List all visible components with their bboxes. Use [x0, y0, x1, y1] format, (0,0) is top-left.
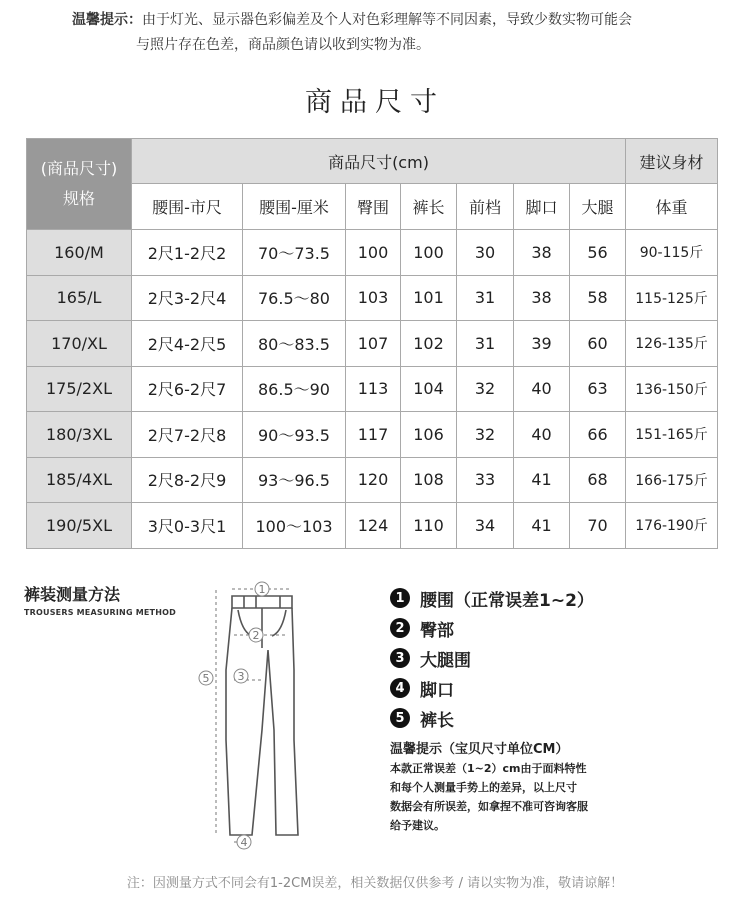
- notice-line1: 由于灯光、显示器色彩偏差及个人对色彩理解等不同因素，导致少数实物可能会: [142, 12, 632, 28]
- row-spec: 165/L: [27, 275, 132, 321]
- table-cell: 166-175斤: [626, 457, 718, 503]
- corner-header: [27, 139, 132, 230]
- table-cell: 90-115斤: [626, 230, 718, 276]
- legend-label: 腰围（正常误差1~2）: [420, 590, 594, 611]
- diagram-marker-1: 1: [258, 583, 266, 596]
- tip-line: 本款正常误差（1~2）cm由于面料特性: [390, 762, 587, 775]
- table-cell: 39: [514, 321, 570, 367]
- table-cell: 100: [346, 230, 401, 276]
- table-cell: 56: [570, 230, 626, 276]
- legend-label: 裤长: [420, 710, 454, 731]
- diagram-marker-3: 3: [237, 670, 245, 683]
- group-header: 商品尺寸(cm): [132, 139, 626, 184]
- table-cell: 126-135斤: [626, 321, 718, 367]
- table-cell: 41: [514, 457, 570, 503]
- table-cell: 30: [457, 230, 514, 276]
- table-cell: 40: [514, 366, 570, 412]
- table-cell: 106: [401, 412, 457, 458]
- table-cell: 176-190斤: [626, 503, 718, 549]
- table-cell: 70～73.5: [243, 230, 346, 276]
- row-spec: 190/5XL: [27, 503, 132, 549]
- notice-label: 温馨提示：: [72, 12, 142, 28]
- table-cell: 63: [570, 366, 626, 412]
- diagram-marker-4: 4: [240, 836, 248, 849]
- table-row: [27, 230, 718, 276]
- table-row: [27, 457, 718, 503]
- table-cell: 108: [401, 457, 457, 503]
- table-cell: 104: [401, 366, 457, 412]
- legend-item: [390, 583, 594, 613]
- number-1-icon: 1: [390, 588, 410, 608]
- table-cell: 90～93.5: [243, 412, 346, 458]
- diagram-marker-5: 5: [202, 672, 210, 685]
- table-cell: 31: [457, 321, 514, 367]
- legend-item: [390, 703, 594, 733]
- page-title: 商品尺寸: [305, 87, 445, 118]
- col-header: 腰围-厘米: [243, 184, 346, 230]
- table-cell: 2尺1-2尺2: [132, 230, 243, 276]
- table-cell: 102: [401, 321, 457, 367]
- table-cell: 115-125斤: [626, 275, 718, 321]
- table-cell: 40: [514, 412, 570, 458]
- table-cell: 38: [514, 230, 570, 276]
- table-cell: 70: [570, 503, 626, 549]
- measure-subtitle: TROUSERS MEASURING METHOD: [24, 608, 176, 617]
- table-cell: 93～96.5: [243, 457, 346, 503]
- table-cell: 86.5～90: [243, 366, 346, 412]
- table-cell: 2尺3-2尺4: [132, 275, 243, 321]
- table-cell: 2尺4-2尺5: [132, 321, 243, 367]
- footnote: 注：因测量方式不同会有1-2CM误差，相关数据仅供参考 / 请以实物为准，敬请谅解！: [126, 876, 624, 891]
- legend-label: 臀部: [420, 620, 454, 641]
- col-header: 体重: [626, 184, 718, 230]
- table-cell: 100: [401, 230, 457, 276]
- table-cell: 103: [346, 275, 401, 321]
- measure-title: 裤装测量方法: [24, 585, 121, 604]
- table-cell: 117: [346, 412, 401, 458]
- measure-legend: [390, 583, 594, 733]
- table-cell: 60: [570, 321, 626, 367]
- tip-line: 和每个人测量手势上的差异，以上尺寸: [390, 781, 577, 794]
- number-3-icon: 3: [390, 648, 410, 668]
- table-row: [27, 366, 718, 412]
- table-cell: 31: [457, 275, 514, 321]
- table-row: [27, 412, 718, 458]
- size-table: [26, 138, 718, 549]
- table-cell: 58: [570, 275, 626, 321]
- table-cell: 33: [457, 457, 514, 503]
- table-cell: 151-165斤: [626, 412, 718, 458]
- legend-label: 大腿围: [420, 650, 471, 671]
- table-cell: 32: [457, 366, 514, 412]
- col-header: 臀围: [346, 184, 401, 230]
- legend-item: [390, 643, 594, 673]
- tip-title: 温馨提示（宝贝尺寸单位CM）: [390, 742, 569, 757]
- table-cell: 124: [346, 503, 401, 549]
- number-2-icon: 2: [390, 618, 410, 638]
- col-header: 前档: [457, 184, 514, 230]
- table-cell: 110: [401, 503, 457, 549]
- col-header: 腰围-市尺: [132, 184, 243, 230]
- table-cell: 2尺6-2尺7: [132, 366, 243, 412]
- table-cell: 66: [570, 412, 626, 458]
- number-5-icon: 5: [390, 708, 410, 728]
- table-cell: 120: [346, 457, 401, 503]
- row-spec: 180/3XL: [27, 412, 132, 458]
- corner-bottom: 规格: [62, 189, 95, 208]
- table-cell: 2尺8-2尺9: [132, 457, 243, 503]
- legend-item: [390, 673, 594, 703]
- table-cell: 41: [514, 503, 570, 549]
- table-row: [27, 503, 718, 549]
- col-header: 脚口: [514, 184, 570, 230]
- diagram-marker-2: 2: [252, 629, 260, 642]
- table-cell: 113: [346, 366, 401, 412]
- tip-line: 数据会有所误差，如拿捏不准可咨询客服: [390, 800, 588, 813]
- row-spec: 170/XL: [27, 321, 132, 367]
- table-cell: 3尺0-3尺1: [132, 503, 243, 549]
- corner-top: (商品尺寸): [40, 159, 118, 178]
- table-cell: 32: [457, 412, 514, 458]
- legend-label: 脚口: [420, 680, 454, 701]
- table-cell: 34: [457, 503, 514, 549]
- table-cell: 101: [401, 275, 457, 321]
- row-spec: 185/4XL: [27, 457, 132, 503]
- col-header: 裤长: [401, 184, 457, 230]
- table-cell: 76.5～80: [243, 275, 346, 321]
- legend-item: [390, 613, 594, 643]
- table-cell: 80～83.5: [243, 321, 346, 367]
- measure-tip: [390, 740, 635, 835]
- row-spec: 175/2XL: [27, 366, 132, 412]
- table-row: [27, 321, 718, 367]
- col-header: 大腿: [570, 184, 626, 230]
- table-cell: 2尺7-2尺8: [132, 412, 243, 458]
- number-4-icon: 4: [390, 678, 410, 698]
- table-cell: 107: [346, 321, 401, 367]
- table-cell: 68: [570, 457, 626, 503]
- trousers-diagram: [190, 580, 310, 855]
- table-row: [27, 275, 718, 321]
- advice-header: 建议身材: [626, 139, 718, 184]
- table-cell: 38: [514, 275, 570, 321]
- tip-line: 给予建议。: [390, 819, 445, 832]
- notice-line2: 与照片存在色差，商品颜色请以收到实物为准。: [136, 37, 430, 53]
- table-cell: 136-150斤: [626, 366, 718, 412]
- table-cell: 100～103: [243, 503, 346, 549]
- notice: [72, 8, 722, 58]
- row-spec: 160/M: [27, 230, 132, 276]
